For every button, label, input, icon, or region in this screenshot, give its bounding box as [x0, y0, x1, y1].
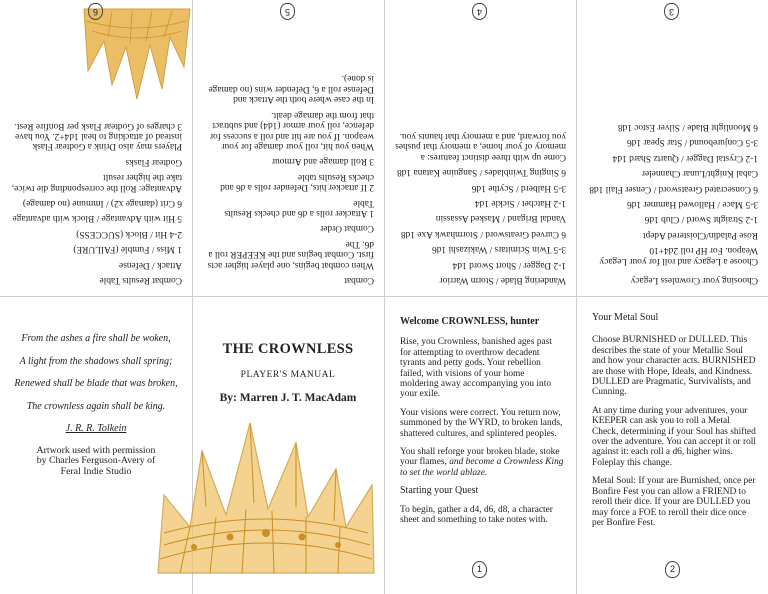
- results-row-2: 2-4 Hit / Block (SUCCESS): [76, 228, 182, 239]
- weapon-roll-6: 6 Moonlight Blade / Silver Estoc 1d8: [617, 121, 758, 132]
- combat-results-heading: Combat Results Table: [99, 275, 182, 285]
- starting-quest-heading: Starting your Quest: [400, 485, 479, 497]
- weapon-roll-3-5: 3-5 Twin Scimitars / Wakizashi 1d6: [432, 244, 566, 255]
- weapon-roll-3-5: 3-5 Mace / Hallowed Hammer 1d6: [627, 198, 758, 209]
- panel-page-3: [576, 0, 768, 297]
- legacy-wandering-blade: Wandering Blade / Storm Warrior: [439, 275, 566, 285]
- page-number-4: 4: [472, 3, 487, 20]
- page-number-1: 1: [472, 561, 487, 578]
- combat-heading: Combat: [344, 275, 374, 285]
- quote-line-3: Renewed shall be blade that was broken,: [14, 378, 178, 389]
- panel-title: [192, 297, 384, 594]
- legacy-intro: Choose a Legacy and roll for your Legacy Weapon. For HP roll 2d4+10: [599, 245, 758, 266]
- page-number-3: 3: [664, 3, 679, 20]
- manual-author: By: Marren J. T. MacAdam: [219, 392, 357, 404]
- panel-page-6: [0, 0, 192, 297]
- metal-check-paragraph: At any time during your adventures, your KEEPER can ask you to roll a Metal Check, determining if your Soul has shifted over the adventure. You can accept it or roll against it: each roll a d6, higher wins. Foleplay this change.: [592, 405, 757, 468]
- panel-page-4: [384, 0, 576, 297]
- manual-subtitle: PLAYER'S MANUAL: [240, 370, 336, 380]
- page-number-2: 2: [665, 561, 680, 578]
- visions-paragraph: Your visions were correct. You return now, summoned by the WYRD, to broken lands, shattered cultures, and splintered peoples.: [400, 407, 563, 439]
- legacy-heading: Choosing your Crownless Legacy: [630, 275, 758, 285]
- weapon-roll-6: 6 Singing Twinblades / Sanguine Katana 1d8: [397, 167, 566, 178]
- combat-order-heading: Combat Order: [320, 223, 374, 234]
- manual-title: THE CROWNLESS: [222, 341, 354, 357]
- weapon-roll-3-5: 3-5 Conjurebound / Star Spear 1d6: [627, 137, 758, 148]
- results-row-1: 1 Miss / Fumble (FAILURE): [73, 244, 182, 255]
- artwork-credit: Artwork used with permission by Charles Ferguson-Avery of Feral Indie Studio: [36, 444, 156, 477]
- combat-step-2: 2 If attacker hits, Defender rolls a d6 and checks Results table: [220, 171, 374, 193]
- combat-step-3: 3 Roll damage and Armour: [271, 156, 374, 167]
- results-row-5: 5 Hit with Advantage / Block with advantage: [12, 213, 182, 224]
- weapon-roll-1-2: 1-2 Hatchet / Sickle 1d4: [474, 197, 566, 208]
- quote-line-1: From the ashes a fire shall be woken,: [21, 333, 171, 344]
- godtear-rule: Players may also Drink a Godtear Flask instead of attacking to heal 1d4+2. You have 3 charges of Godtear Flask per Bonfire Rest.: [14, 120, 182, 152]
- page-number-5: 5: [280, 3, 295, 20]
- metal-soul-rule: Metal Soul: If your are Burnished, once per Bonfire Fest you can allow a FRIEND to reroll their dice. If your are DULLED you may force a FOE to reroll their dice once per Bonfire Fest.: [592, 476, 756, 528]
- quote-line-4: The crownless again shall be king.: [26, 400, 166, 412]
- weapon-roll-1-2: 1-2 Straight Sword / Club 1d6: [644, 214, 758, 225]
- damage-rule: When you hit, roll your damage for your weapon. If you are hit and roll a success for defence, roll your armor (1d4) and subtract that from the damage dealt.: [209, 109, 374, 151]
- legacy-vandal-brigand: Vandal Brigand / Masked Assassin: [435, 213, 566, 224]
- combat-step-1: 1 Attacker rolls a d6 and checks Results Table: [224, 197, 374, 218]
- burnished-dulled-paragraph: Choose BURNISHED or DULLED. This describes the state of your Metallic Soul and how your character acts. BURNISHED are those with Hope, Ideals, and Kindness. DULLED are Pragmatic, Survivalists, and Cunning.: [592, 335, 756, 398]
- reforge-text: You shall reforge your broken blade, stoke your flames,: [400, 447, 560, 468]
- metal-soul-heading: Your Metal Soul: [592, 312, 659, 323]
- reforge-paragraph: [400, 447, 564, 478]
- panel-page-1: [384, 297, 576, 594]
- weapon-roll-3-5: 3-5 Halberd / Scythe 1d6: [471, 182, 566, 193]
- advantage-rule: Advantage: Roll the corresponding die twice, take the higher result: [11, 172, 182, 193]
- weapon-roll-6: 6 Consecrated Greatsword / Censer Flail 1d8: [589, 183, 758, 194]
- page-number-6: 6: [88, 3, 103, 20]
- results-row-6: 6 Crit (damage x2) / Immune (no damage): [22, 197, 182, 208]
- legacy-rose-paladin: Rose Paladin/Cloistered Adept: [642, 229, 758, 240]
- weapon-roll-6: 6 Curved Greatsword / Stormhawk Axe 1d8: [400, 228, 566, 239]
- features-rule: Come up with three distinct features: a memory of your home, a memory that pushes you forward, and a memory that haunts you.: [395, 130, 566, 162]
- welcome-heading: Welcome CROWNLESS, hunter: [400, 316, 540, 327]
- reforge-italic: and become a Crownless King to set the world ablaze.: [400, 457, 564, 478]
- tie-rule: In the case where both the Attack and Defense roll a 6, Defender wins (no damage is done).: [208, 73, 374, 105]
- combat-intro: When combat begins, one player higher acts first. Combat begins and the KEEPER roll a d6. The: [207, 238, 374, 270]
- legacy-cabal-knight: Cabal Knight/Lunar Channeler: [641, 168, 758, 179]
- starting-quest-paragraph: To begin, gather a d4, d6, d8, a character sheet and something to take notes with.: [400, 504, 553, 526]
- crown-illustration: [150, 377, 382, 591]
- panel-page-2: [576, 297, 768, 594]
- panel-page-5: [192, 0, 384, 297]
- intro-paragraph: Rise, you Crownless, banished ages past for attempting to overthrow decadent tyrants and petty gods. Your rebellion failed, with visions of your home moldering away accompanying you into your exile.: [400, 337, 552, 400]
- weapon-roll-1-2: 1-2 Crystal Dagger / Quartz Shard 1d4: [612, 152, 758, 163]
- quote-line-2: A light from the shadows shall spring;: [19, 355, 173, 367]
- weapon-roll-1-2: 1-2 Dagger / Short Sword 1d4: [452, 259, 566, 270]
- quote-author: J. R. R. Tolkein: [65, 423, 127, 434]
- godtear-heading: Godtear Flasks: [125, 156, 182, 167]
- results-col-header: Attack / Defense: [119, 259, 182, 270]
